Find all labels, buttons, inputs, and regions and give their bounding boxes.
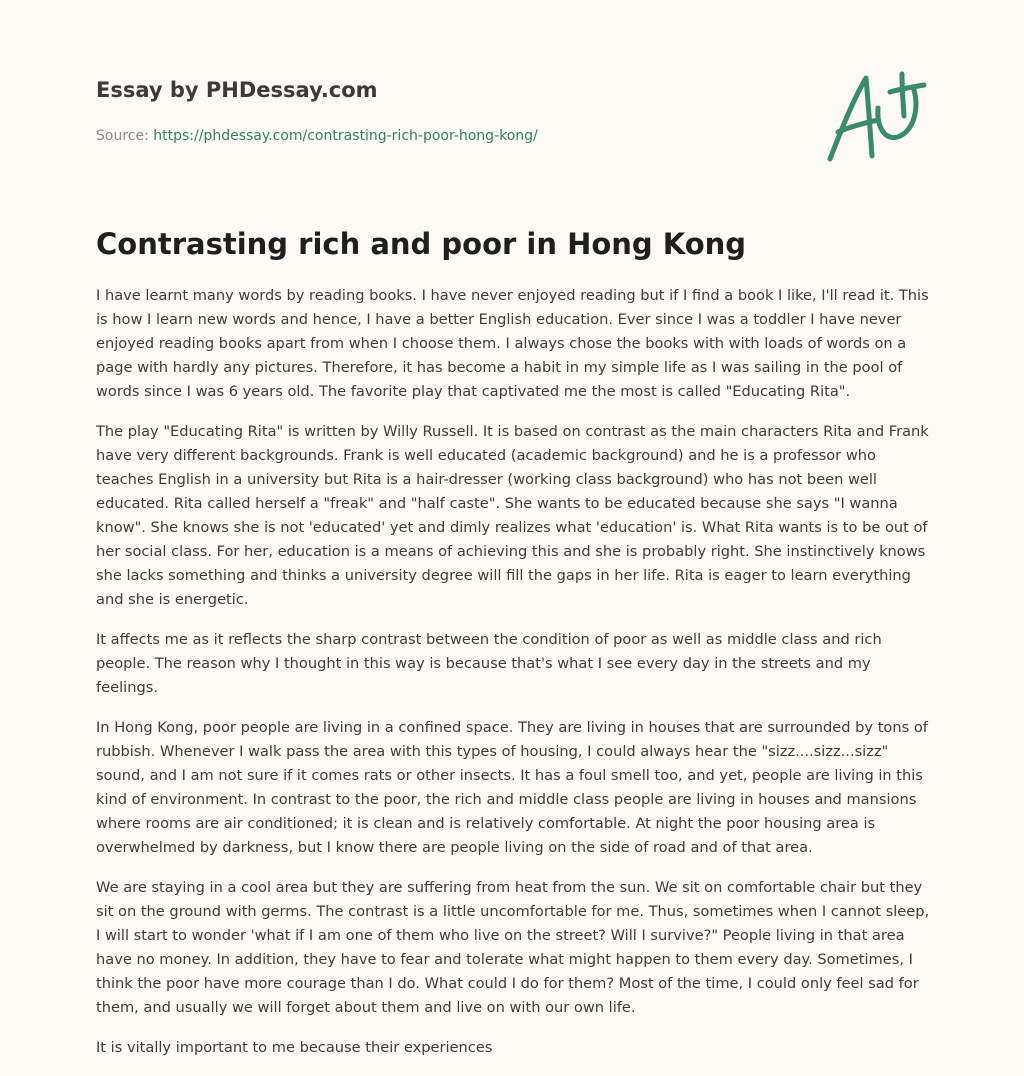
essay-paragraph: In Hong Kong, poor people are living in a confined space. They are living in houses that are surrounded by tons of rubbish. Whenever I walk pass the area with this types of housing, I could always hear the "sizz....sizz...sizz" sound, and I am not sure if it comes rats or other insects. It has a foul smell too, and yet, people are living in this kind of environment. In contrast to the poor, the rich and middle class people are living in houses and mansions where rooms are air conditioned; it is clean and is relatively comfortable. At night the poor housing area is overwhelmed by darkness, but I know there are people living on the side of road and of that area.: [96, 719, 928, 856]
essay-header: [96, 76, 756, 146]
site-brand: Essay by PHDessay.com: [96, 78, 378, 102]
essay-paragraph: We are staying in a cool area but they are suffering from heat from the sun. We sit on comfortable chair but they sit on the ground with germs. The contrast is a little uncomfortable for me. Thus, sometimes when I cannot sleep, I will start to wonder 'what if I am one of them who live on the street? Will I survive?" People living in that area have no money. In addition, they have to fear and tolerate what might happen to them every day. Sometimes, I think the poor have more courage than I do. What could I do for them? Most of the time, I could only feel sad for them, and usually we will forget about them and live on with our own life.: [96, 879, 930, 1016]
essay-body: [96, 284, 932, 1076]
source-line: [96, 126, 756, 146]
essay-title: Contrasting rich and poor in Hong Kong: [96, 227, 747, 261]
source-link[interactable]: https://phdessay.com/contrasting-rich-poor-hong-kong/: [153, 128, 538, 144]
essay-paragraph: It is vitally important to me because their experiences: [96, 1039, 493, 1056]
essay-paragraph: I have learnt many words by reading books. I have never enjoyed reading but if I find a book I like, I'll read it. This is how I learn new words and hence, I have a better English education. Ever since I was a toddler I have never enjoyed reading books apart from when I choose them. I always chose the books with with loads of words on a page with hardly any pictures. Therefore, it has become a habit in my simple life as I was sailing in the pool of words since I was 6 years old. The favorite play that captivated me the most is called "Educating Rita".: [96, 287, 929, 400]
essay-paragraph: The play "Educating Rita" is written by Willy Russell. It is based on contrast as the main characters Rita and Frank have very different backgrounds. Frank is well educated (academic background) and he is a professor who teaches English in a university but Rita is a hair-dresser (working class background) who has not been well educated. Rita called herself a "freak" and "half caste". She wants to be educated because she says "I wanna know". She knows she is not 'educated' yet and dimly realizes what 'education' is. What Rita wants is to be out of her social class. For her, education is a means of achieving this and she is probably right. She instinctively knows she lacks something and thinks a university degree will fill the gaps in her life. Rita is eager to learn everything and she is energetic.: [96, 423, 929, 608]
source-label: Source:: [96, 128, 154, 144]
essay-paragraph: It affects me as it reflects the sharp contrast between the condition of poor as well as middle class and rich people. The reason why I thought in this way is because that's what I see every day in the streets and my feelings.: [96, 631, 882, 696]
a-plus-grade-icon: [820, 66, 930, 166]
